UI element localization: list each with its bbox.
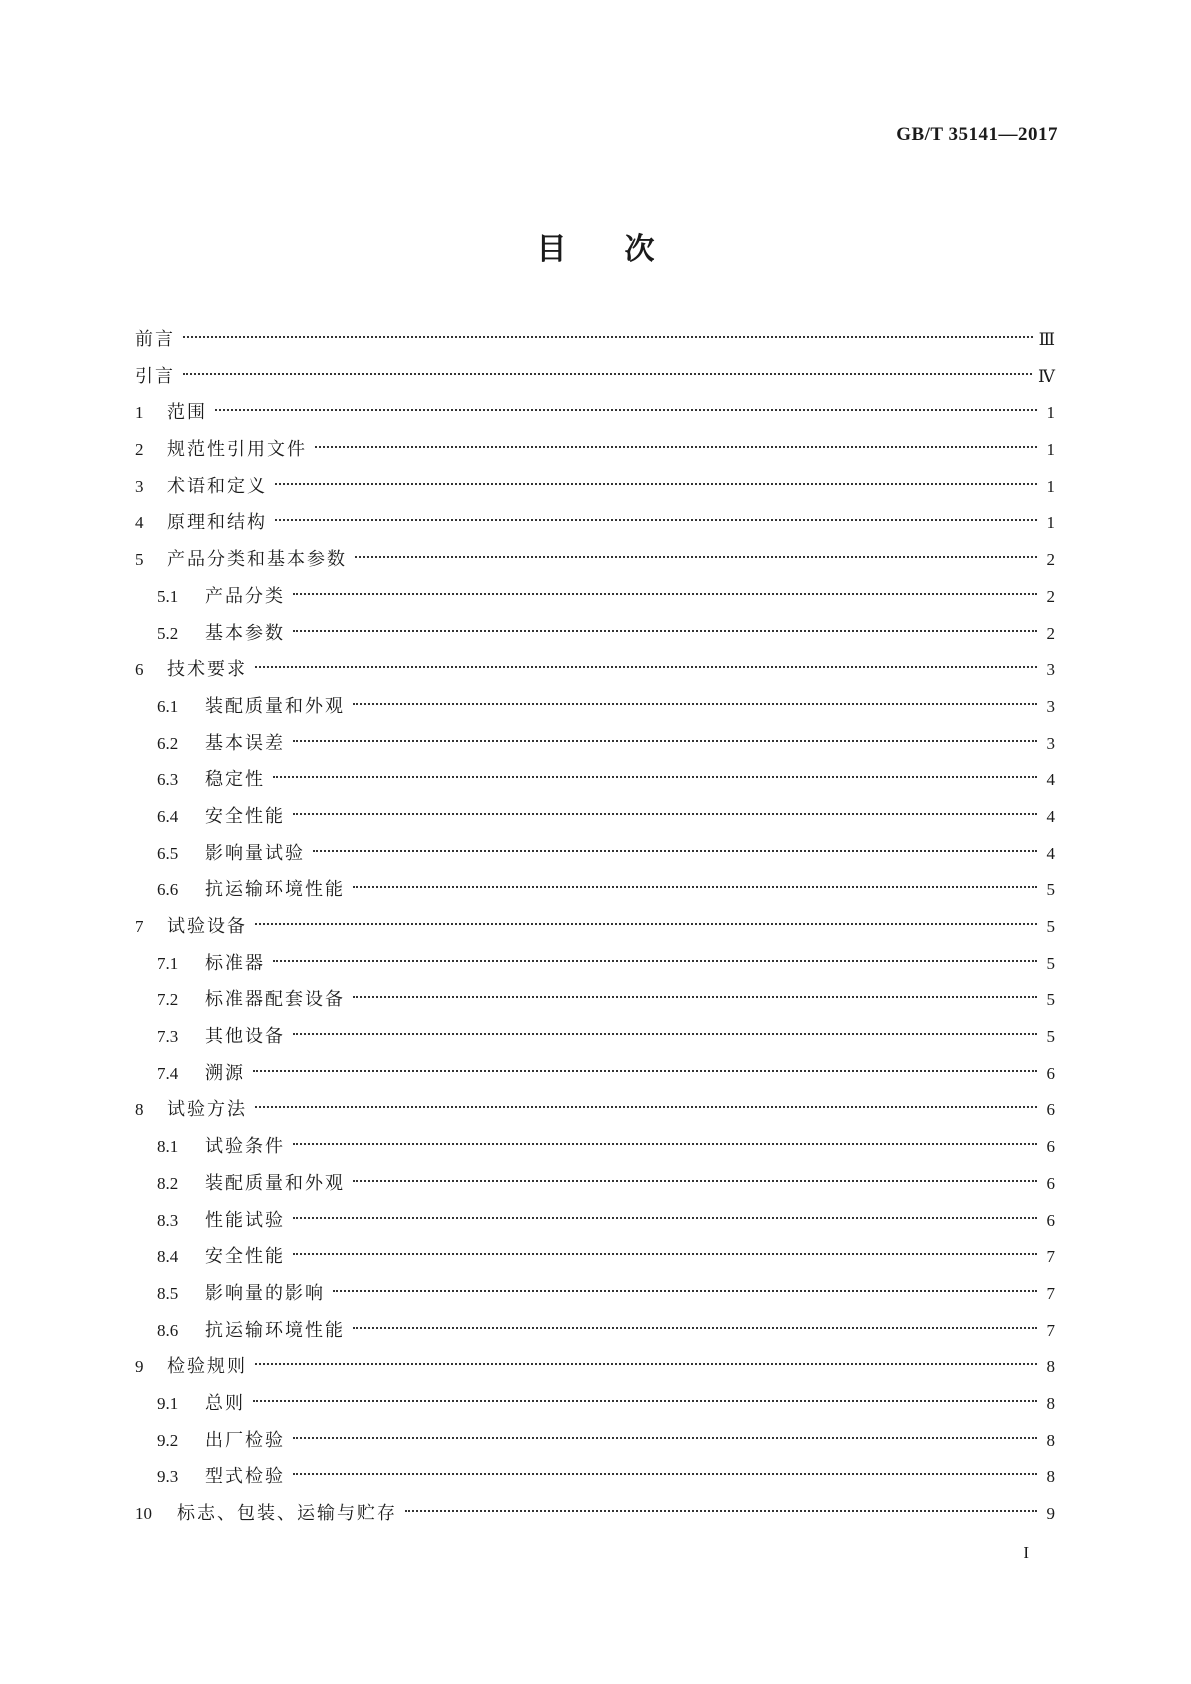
toc-entry-page: 7: [1046, 1283, 1055, 1303]
toc-entry-page: 7: [1046, 1320, 1055, 1340]
toc-entry-page: 8: [1046, 1467, 1055, 1487]
toc-entry-number: 10: [135, 1504, 152, 1523]
toc-entry-number: 1: [135, 403, 144, 423]
toc-entry-label: 型式检验: [205, 1466, 285, 1488]
toc-entry-label: 性能试验: [205, 1209, 285, 1231]
toc-entry-page: 2: [1046, 623, 1055, 643]
toc-entry[interactable]: [135, 726, 1055, 763]
toc-entry-label: 安全性能: [205, 1246, 285, 1268]
toc-entry[interactable]: [135, 836, 1055, 873]
toc-entry-page: 1: [1046, 440, 1055, 460]
toc-entry[interactable]: [135, 322, 1055, 359]
toc-entry[interactable]: [135, 1166, 1055, 1203]
toc-entry-page: 3: [1046, 696, 1055, 716]
toc-entry[interactable]: [135, 395, 1055, 432]
toc-entry-page: 8: [1046, 1393, 1055, 1413]
toc-entry[interactable]: [135, 1423, 1055, 1460]
toc-entry[interactable]: [135, 872, 1055, 909]
toc-entry-number: 8.4: [157, 1247, 179, 1267]
toc-entry-label: 规范性引用文件: [167, 439, 307, 461]
toc-entry-number: 7.4: [157, 1063, 179, 1083]
dot-leader: [353, 703, 1037, 705]
toc-entry[interactable]: [135, 1129, 1055, 1166]
toc-entry-label: 影响量试验: [205, 842, 305, 864]
toc-entry-page: 3: [1046, 733, 1055, 753]
toc-entry-label: 技术要求: [167, 659, 247, 681]
toc-entry-page: 4: [1046, 806, 1055, 826]
dot-leader: [405, 1510, 1037, 1512]
toc-entry-label: 基本参数: [205, 622, 285, 644]
toc-entry-number: 6.1: [157, 696, 179, 716]
toc-entry-label: 抗运输环境性能: [205, 1319, 345, 1341]
toc-entry-page: 9: [1046, 1504, 1055, 1523]
toc-entry-number: 8.5: [157, 1283, 179, 1303]
toc-entry[interactable]: [135, 1349, 1055, 1386]
dot-leader: [273, 960, 1037, 962]
toc-entry-number: 6.6: [157, 880, 179, 900]
toc-entry[interactable]: [135, 982, 1055, 1019]
toc-entry-label: 安全性能: [205, 805, 285, 827]
page-title: 目次: [536, 232, 713, 267]
toc-entry-number: 8.2: [157, 1173, 179, 1193]
toc-entry-number: 6.4: [157, 806, 179, 826]
dot-leader: [293, 1143, 1037, 1145]
toc-entry-page: 6: [1046, 1100, 1055, 1120]
toc-entry-number: 5.1: [157, 586, 179, 606]
dot-leader: [353, 996, 1037, 998]
dot-leader: [253, 1070, 1037, 1072]
toc-entry-label: 检验规则: [167, 1356, 247, 1378]
dot-leader: [313, 850, 1037, 852]
toc-entry-label: 总则: [205, 1392, 245, 1414]
toc-entry[interactable]: [135, 652, 1055, 689]
toc-entry[interactable]: [135, 1203, 1055, 1240]
toc-entry-label: 其他设备: [205, 1026, 285, 1048]
dot-leader: [275, 483, 1037, 485]
dot-leader: [253, 1400, 1037, 1402]
toc-entry-page: 3: [1046, 660, 1055, 680]
toc-entry-number: 6: [135, 660, 144, 680]
toc-entry[interactable]: [135, 762, 1055, 799]
toc-entry-number: 9.2: [157, 1430, 179, 1450]
toc-entry[interactable]: [135, 616, 1055, 653]
dot-leader: [293, 1217, 1037, 1219]
toc-entry-page: 5: [1046, 990, 1055, 1010]
toc-entry-number: 7: [135, 917, 144, 936]
dot-leader: [255, 1363, 1037, 1365]
toc-entry-number: 9: [135, 1357, 144, 1377]
toc-entry-page: 5: [1046, 880, 1055, 900]
dot-leader: [293, 1437, 1037, 1439]
toc-entry[interactable]: [135, 579, 1055, 616]
toc-entry-label: 出厂检验: [205, 1429, 285, 1451]
toc-entry-number: 8.1: [157, 1137, 179, 1157]
toc-entry-page: 6: [1046, 1210, 1055, 1230]
toc-entry-number: 8.3: [157, 1210, 179, 1230]
toc-entry-page: 1: [1046, 403, 1055, 423]
toc-entry-number: 9.1: [157, 1393, 179, 1413]
toc-entry[interactable]: [135, 505, 1055, 542]
toc-entry[interactable]: [135, 469, 1055, 506]
dot-leader: [255, 1106, 1037, 1108]
page-number: I: [1023, 1543, 1029, 1562]
dot-leader: [355, 556, 1037, 558]
toc-entry-label: 产品分类: [205, 585, 285, 607]
toc-entry-page: 4: [1046, 770, 1055, 790]
toc-entry-number: 8: [135, 1100, 144, 1120]
dot-leader: [215, 409, 1037, 411]
toc-entry-page: 8: [1046, 1430, 1055, 1450]
toc-entry-label: 溯源: [205, 1062, 245, 1084]
toc-entry[interactable]: [135, 909, 1055, 946]
toc-entry-number: 4: [135, 513, 144, 533]
dot-leader: [293, 593, 1037, 595]
toc-entry-page: 1: [1046, 513, 1055, 533]
toc-entry-page: 5: [1046, 917, 1055, 936]
toc-entry-label: 基本误差: [205, 732, 285, 754]
toc-entry[interactable]: [135, 1386, 1055, 1423]
toc-entry-number: 7.3: [157, 1027, 179, 1047]
toc-entry-label: 试验条件: [205, 1136, 285, 1158]
dot-leader: [333, 1290, 1037, 1292]
toc-entry-number: 7.2: [157, 990, 179, 1010]
toc-entry-number: 5: [135, 550, 144, 570]
toc-entry-page: 5: [1046, 1027, 1055, 1047]
toc-entry-label: 装配质量和外观: [205, 695, 345, 717]
toc-entry[interactable]: [135, 1496, 1055, 1533]
toc-entry-page: 1: [1046, 476, 1055, 496]
toc-entry-number: 8.6: [157, 1320, 179, 1340]
dot-leader: [183, 373, 1032, 375]
dot-leader: [353, 886, 1037, 888]
toc-entry-page: Ⅲ: [1038, 330, 1055, 349]
standard-number: GB/T 35141—2017: [896, 124, 1058, 145]
toc-entry-page: 8: [1046, 1357, 1055, 1377]
dot-leader: [293, 1253, 1037, 1255]
toc-entry-page: 2: [1046, 586, 1055, 606]
toc-entry[interactable]: [135, 1056, 1055, 1093]
toc-entry[interactable]: [135, 542, 1055, 579]
toc-entry-page: 6: [1046, 1173, 1055, 1193]
toc-entry-label: 范围: [167, 402, 207, 424]
toc-entry-page: Ⅳ: [1038, 366, 1055, 386]
toc-entry[interactable]: [135, 1313, 1055, 1350]
dot-leader: [183, 336, 1033, 338]
dot-leader: [255, 923, 1037, 925]
toc-entry-number: 9.3: [157, 1467, 179, 1487]
toc-entry[interactable]: [135, 359, 1055, 396]
toc-entry-label: 标志、包装、运输与贮存: [177, 1503, 397, 1524]
toc-entry-label: 术语和定义: [167, 475, 267, 497]
toc-entry-label: 标准器配套设备: [205, 989, 345, 1011]
toc-entry[interactable]: [135, 689, 1055, 726]
toc-entry-number: 7.1: [157, 953, 179, 973]
toc-entry-label: 影响量的影响: [205, 1282, 325, 1304]
toc-entry-label: 抗运输环境性能: [205, 879, 345, 901]
toc-entry[interactable]: [135, 1239, 1055, 1276]
toc-entry-page: 6: [1046, 1137, 1055, 1157]
toc-entry-number: 6.3: [157, 770, 179, 790]
toc-entry-label: 试验设备: [167, 916, 247, 937]
dot-leader: [293, 1473, 1037, 1475]
dot-leader: [293, 1033, 1037, 1035]
dot-leader: [293, 813, 1037, 815]
toc-entry-number: 6.5: [157, 843, 179, 863]
toc-entry[interactable]: [135, 1459, 1055, 1496]
toc-entry[interactable]: [135, 1019, 1055, 1056]
dot-leader: [273, 776, 1037, 778]
toc-entry-label: 前言: [135, 329, 175, 350]
toc-entry-label: 标准器: [205, 952, 265, 974]
toc-entry-number: 3: [135, 476, 144, 496]
toc-entry[interactable]: [135, 1276, 1055, 1313]
table-of-contents: [135, 322, 1055, 1533]
dot-leader: [353, 1180, 1037, 1182]
toc-entry[interactable]: [135, 799, 1055, 836]
toc-entry-page: 5: [1046, 953, 1055, 973]
toc-entry-label: 试验方法: [167, 1099, 247, 1121]
toc-entry[interactable]: [135, 1092, 1055, 1129]
toc-entry-page: 7: [1046, 1247, 1055, 1267]
dot-leader: [255, 666, 1037, 668]
toc-entry-number: 5.2: [157, 623, 179, 643]
toc-entry[interactable]: [135, 946, 1055, 983]
toc-entry-label: 原理和结构: [167, 512, 267, 534]
toc-entry-label: 引言: [135, 365, 175, 387]
toc-entry-page: 6: [1046, 1063, 1055, 1083]
toc-entry-label: 装配质量和外观: [205, 1172, 345, 1194]
toc-entry-page: 4: [1046, 843, 1055, 863]
toc-entry[interactable]: [135, 432, 1055, 469]
toc-entry-label: 稳定性: [205, 769, 265, 791]
dot-leader: [293, 740, 1037, 742]
toc-entry-page: 2: [1046, 550, 1055, 570]
toc-entry-label: 产品分类和基本参数: [167, 549, 347, 571]
dot-leader: [315, 446, 1037, 448]
dot-leader: [353, 1327, 1037, 1329]
dot-leader: [293, 630, 1037, 632]
toc-entry-number: 2: [135, 440, 144, 460]
dot-leader: [275, 519, 1037, 521]
toc-entry-number: 6.2: [157, 733, 179, 753]
